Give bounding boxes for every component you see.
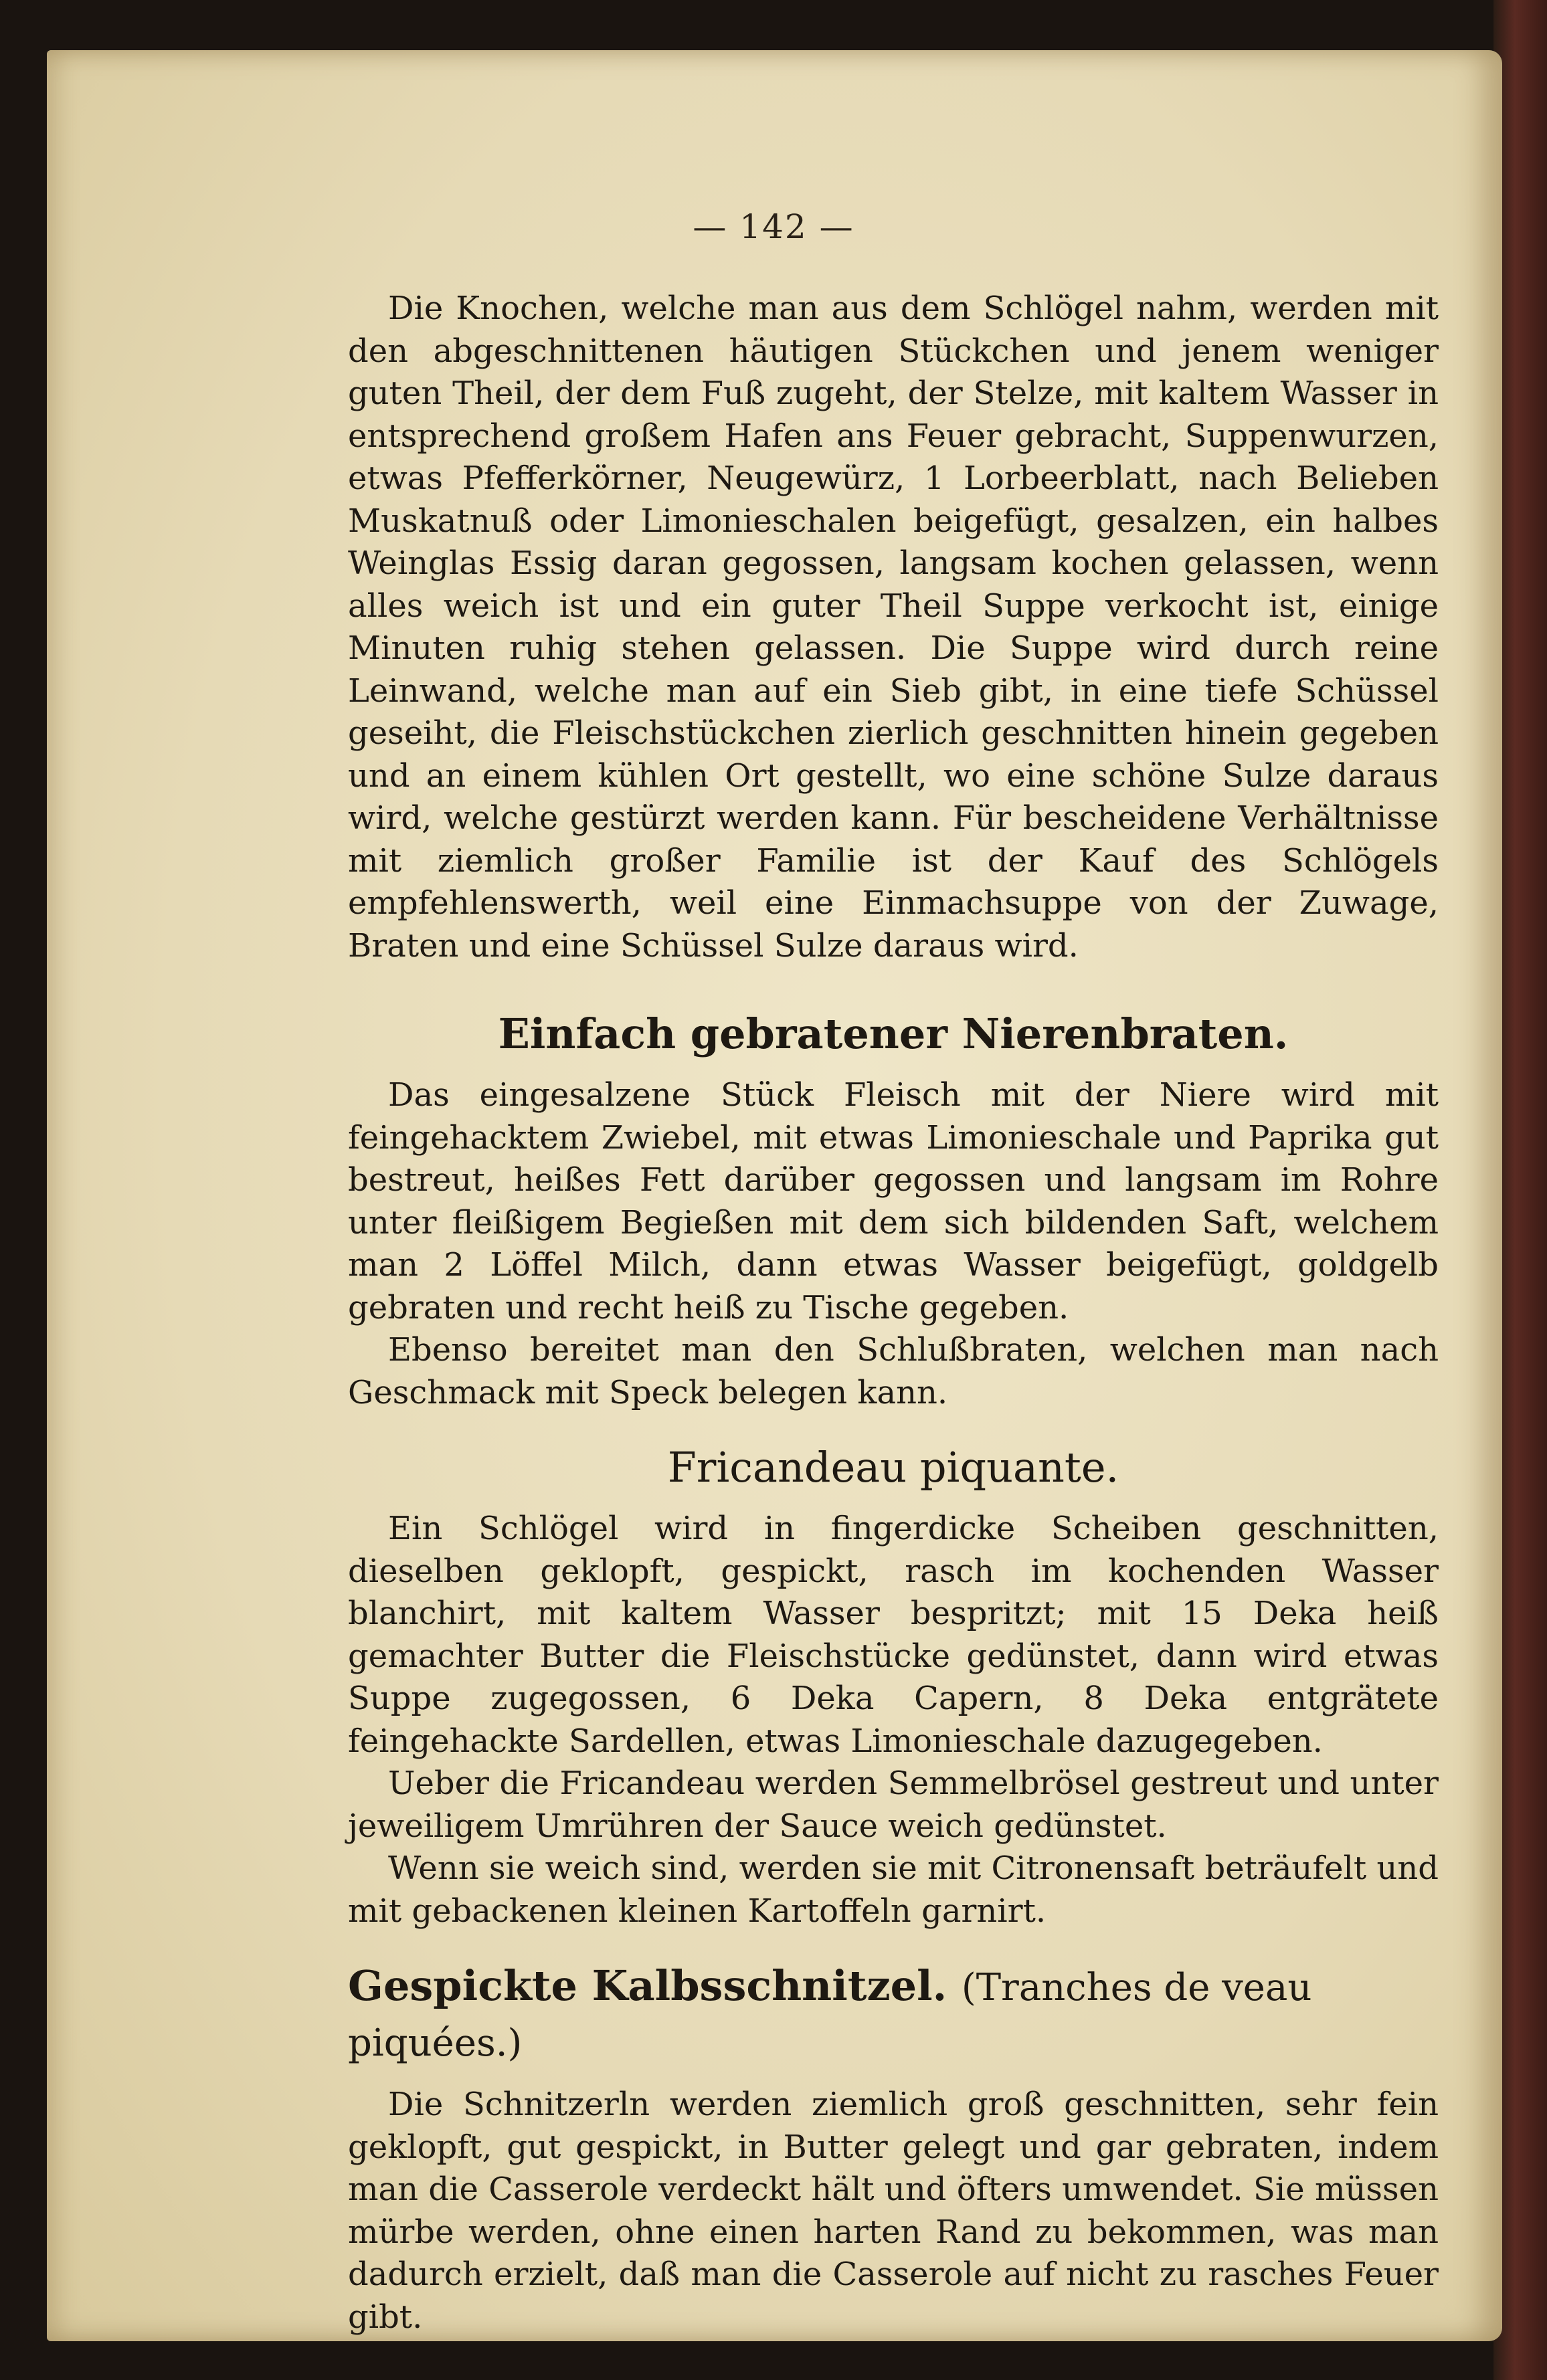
section-heading — [348, 1959, 1439, 2070]
paragraph: Wenn sie weich sind, werden sie mit Citronensaft beträufelt und mit gebackenen kleinen Kartoffeln garnirt. — [348, 1850, 1439, 1930]
section-heading: Einfach gebratener Nierenbraten. — [498, 1009, 1289, 1058]
section-fricandeau — [348, 1441, 1439, 1932]
page-content — [348, 288, 1439, 2339]
paragraph: Die Knochen, welche man aus dem Schlögel nahm, werden mit den abgeschnittenen häutigen Stückchen und jenem weniger guten Theil, der dem Fuß zugeht, der Stelze, mit kaltem Wasser in entsprechend großem Hafen ans Feuer gebracht, Suppenwurzen, etwas Pfefferkörner, Neugewürz, 1 Lorbeerblatt, nach Belieben Muskatnuß oder Limonieschalen beigefügt, gesalzen, ein halbes Weinglas Essig daran gegossen, langsam kochen gelassen, wenn alles weich ist und ein guter Theil Suppe verkocht ist, einige Minuten ruhig stehen gelassen. Die Suppe wird durch reine Leinwand, welche man auf ein Sieb gibt, in eine tiefe Schüssel geseiht, die Fleischstückchen zierlich geschnitten hinein gegeben und an einem kühlen Ort gestellt, wo eine schöne Sulze daraus wird, welche gestürzt werden kann. Für bescheidene Verhältnisse mit ziemlich großer Familie ist der Kauf des Schlögels empfehlenswerth, weil eine Einmachsuppe von der Zuwage, Braten und eine Schüssel Sulze daraus wird. — [348, 290, 1439, 965]
section-intro — [348, 288, 1439, 967]
heading-german: Gespickte Kalbsschnitzel. — [348, 1961, 947, 2010]
heading-french: (Tranches de veau piquées.) — [348, 1966, 1312, 2065]
section-heading: Fricandeau piquante. — [667, 1443, 1119, 1492]
paragraph: Das eingesalzene Stück Fleisch mit der Niere wird mit feingehacktem Zwiebel, mit etwas Limonieschale und Paprika gut bestreut, heißes Fett darüber gegossen und langsam im Rohre unter fleißigem Begießen mit dem sich bildenden Saft, welchem man 2 Löffel Milch, dann etwas Wasser beigefügt, goldgelb gebraten und recht heiß zu Tische gegeben. — [348, 1076, 1439, 1326]
section-kalbsschnitzel — [348, 1959, 1439, 2339]
paragraph: Ueber die Fricandeau werden Semmelbrösel gestreut und unter jeweiligem Umrühren der Sauce weich gedünstet. — [348, 1765, 1439, 1845]
paragraph: Ebenso bereitet man den Schlußbraten, welchen man nach Geschmack mit Speck belegen kann. — [348, 1331, 1439, 1411]
page-number: — 142 — — [693, 207, 854, 246]
paragraph: Die Schnitzerln werden ziemlich groß geschnitten, sehr fein geklopft, gut gespickt, in Butter gelegt und gar gebraten, indem man die Casserole verdeckt hält und öfters umwendet. Sie müssen mürbe werden, ohne einen harten Rand zu bekommen, was man dadurch erzielt, daß man die Casserole auf nicht zu rasches Feuer gibt. — [348, 2086, 1439, 2336]
section-nierenbraten — [348, 1007, 1439, 1414]
paragraph: Ein Schlögel wird in fingerdicke Scheiben geschnitten, dieselben geklopft, gespickt, rasch im kochenden Wasser blanchirt, mit kaltem Wasser bespritzt; mit 15 Deka heiß gemachter Butter die Fleischstücke gedünstet, dann wird etwas Suppe zugegossen, 6 Deka Capern, 8 Deka entgrätete feingehackte Sardellen, etwas Limonieschale dazugegeben. — [348, 1510, 1439, 1760]
